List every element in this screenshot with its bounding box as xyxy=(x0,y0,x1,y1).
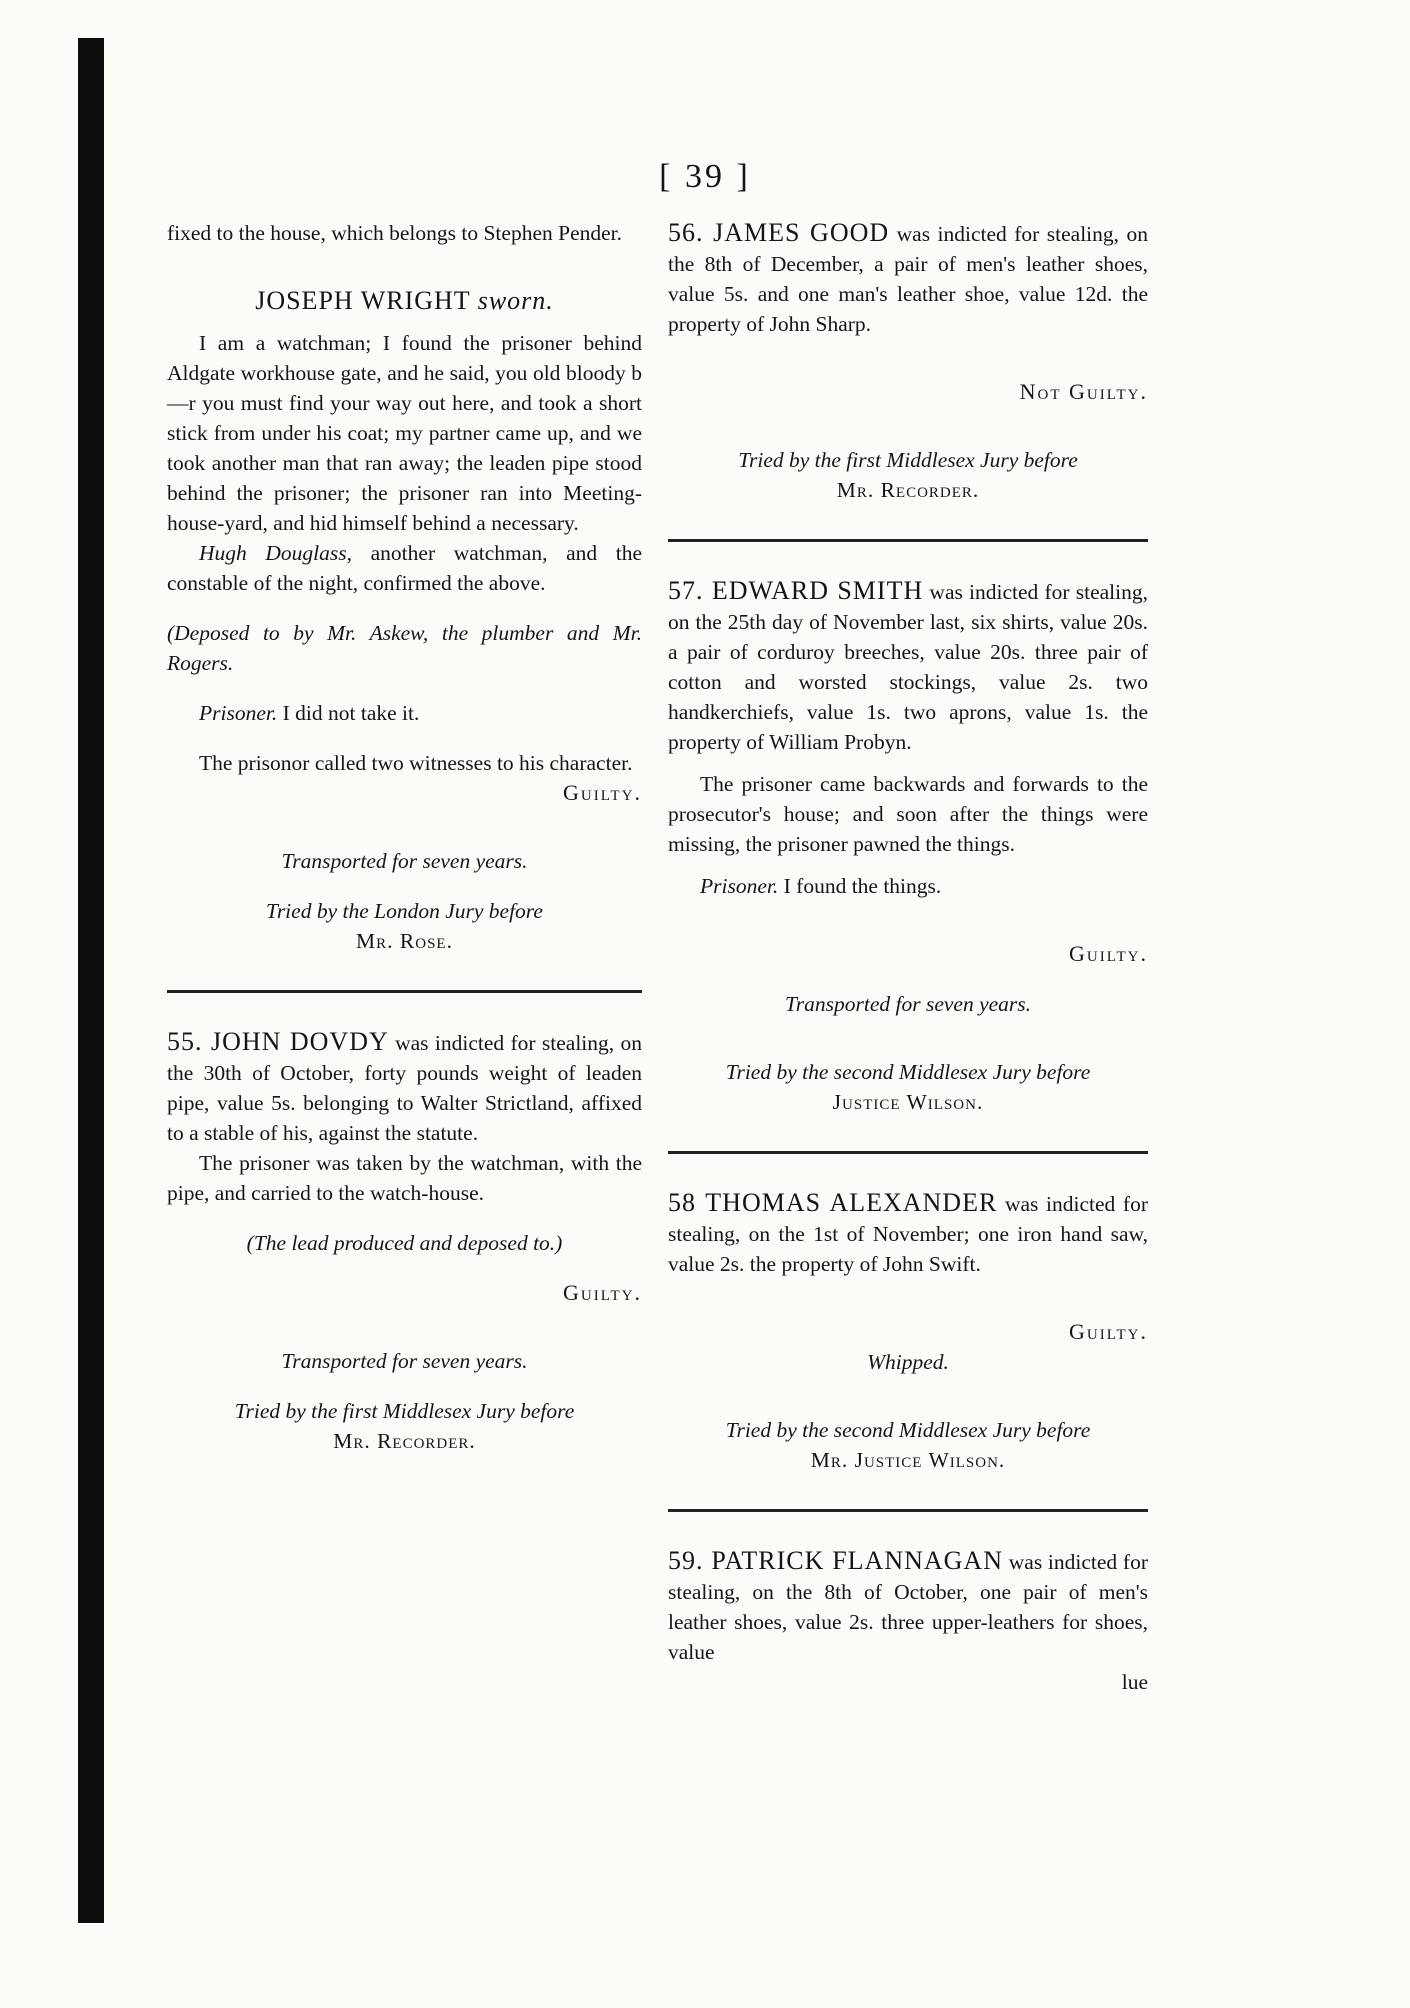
case-58-paragraph xyxy=(668,1188,1148,1279)
prisoner-text: I did not take it. xyxy=(282,701,420,725)
tried-by-line-56: Tried by the first Middlesex Jury before xyxy=(738,448,1078,472)
tried-by-line-58: Tried by the second Middlesex Jury before xyxy=(725,1418,1091,1442)
tried-by-judge-56: Mr. Recorder. xyxy=(836,478,980,502)
prisoner-statement-57 xyxy=(668,871,1148,901)
verdict-guilty-57: Guilty. xyxy=(1069,941,1148,966)
tried-by-line-57: Tried by the second Middlesex Jury before xyxy=(725,1060,1091,1084)
section-divider xyxy=(668,539,1148,542)
witnesses-paragraph: The prisonor called two witnesses to his character. xyxy=(199,751,633,775)
case-57-paragraph xyxy=(668,576,1148,757)
case-55-taken: The prisoner was taken by the watchman, with the pipe, and carried to the watch-house. xyxy=(167,1151,642,1205)
book-spine-shadow xyxy=(78,38,104,1923)
confirm-text: , another watchman, and the constable of the night, confirmed the above. xyxy=(167,541,642,595)
case-59-paragraph xyxy=(668,1546,1148,1667)
case-59-text: was indicted for stealing, on the 8th of October, one pair of men's leather shoes, value 2s. three upper-leathers for shoes, value xyxy=(668,1550,1149,1664)
tried-by-judge-55: Mr. Recorder. xyxy=(333,1429,476,1453)
case-55-produced: (The lead produced and deposed to.) xyxy=(246,1231,563,1255)
verdict-guilty: Guilty. xyxy=(563,780,642,805)
case-59-lead: 59. PATRICK FLANNAGAN xyxy=(668,1546,1003,1575)
case-57-lead: 57. EDWARD SMITH xyxy=(668,576,924,605)
verdict-not-guilty-56: Not Guilty. xyxy=(1019,379,1148,404)
tried-by-judge: Mr. Rose. xyxy=(356,929,453,953)
tried-by-judge-58: Mr. Justice Wilson. xyxy=(810,1448,1006,1472)
case-56-lead: 56. JAMES GOOD xyxy=(668,218,890,247)
case-58-text: was indicted for stealing, on the 1st of November; one iron hand saw, value 2s. the property of John Swift. xyxy=(668,1192,1148,1276)
tried-by-line: Tried by the London Jury before xyxy=(266,899,543,923)
confirm-name: Hugh Douglass xyxy=(199,541,347,565)
right-column xyxy=(668,218,1148,1697)
prisoner-text-57: I found the things. xyxy=(783,874,942,898)
sworn-tag: sworn. xyxy=(477,286,554,315)
sentence-transported-57: Transported for seven years. xyxy=(784,992,1032,1016)
case-57-text: was indicted for stealing, on the 25th day of November last, six shirts, value 20s. a pair of corduroy breeches, value 20s. three pair of cotton and worsted stockings, value 2s. two handkerchiefs, value 1s. two aprons, value 1s. the property of William Probyn. xyxy=(668,580,1148,754)
left-column xyxy=(167,218,642,1456)
case-55-text: was indicted for stealing, on the 30th of October, forty pounds weight of leaden pipe, value 5s. belonging to Walter Strictland, affixed to a stable of his, against the statute. xyxy=(167,1031,642,1145)
case-57-came: The prisoner came backwards and forwards to the prosecutor's house; and soon after the things were missing, the prisoner pawned the things. xyxy=(668,772,1148,856)
tried-by-line-55: Tried by the first Middlesex Jury before xyxy=(234,1399,575,1423)
sentence-transported-55: Transported for seven years. xyxy=(281,1349,528,1373)
deposed-note: (Deposed to by Mr. Askew, the plumber and Mr. Rogers. xyxy=(167,621,642,675)
verdict-guilty-58: Guilty. xyxy=(1069,1319,1148,1344)
section-divider xyxy=(668,1151,1148,1154)
case-56-text: was indicted for stealing, on the 8th of December, a pair of men's leather shoes, value 5s. and one man's leather shoe, value 12d. the property of John Sharp. xyxy=(668,222,1148,336)
testimony-paragraph: I am a watchman; I found the prisoner behind Aldgate workhouse gate, and he said, you old bloody b—r you must find your way out here, and took a short stick from under his coat; my partner came up, and we took another man that ran away; the leaden pipe stood behind the prisoner; the prisoner ran into Meeting-house-yard, and hid himself behind a necessary. xyxy=(167,331,642,535)
case-55-paragraph xyxy=(167,1027,642,1148)
section-divider xyxy=(167,990,642,993)
sworn-heading xyxy=(167,286,642,316)
sentence-whipped-58: Whipped. xyxy=(867,1350,949,1374)
continued-fragment: fixed to the house, which belongs to Stephen Pender. xyxy=(167,221,623,245)
witness-name: JOSEPH WRIGHT xyxy=(255,286,471,315)
sentence-transported: Transported for seven years. xyxy=(281,849,528,873)
prisoner-label-57: Prisoner. xyxy=(700,874,779,898)
section-divider xyxy=(668,1509,1148,1512)
prisoner-statement xyxy=(167,698,642,728)
prisoner-label: Prisoner. xyxy=(199,701,278,725)
tried-by-judge-57: Justice Wilson. xyxy=(832,1090,984,1114)
case-58-lead: 58 THOMAS ALEXANDER xyxy=(668,1188,998,1217)
verdict-guilty-55: Guilty. xyxy=(563,1280,642,1305)
confirmation-paragraph xyxy=(167,538,642,598)
page-number: [ 39 ] xyxy=(659,158,751,195)
case-55-lead: 55. JOHN DOVDY xyxy=(167,1027,389,1056)
case-56-paragraph xyxy=(668,218,1148,339)
catchword: lue xyxy=(1121,1670,1148,1694)
